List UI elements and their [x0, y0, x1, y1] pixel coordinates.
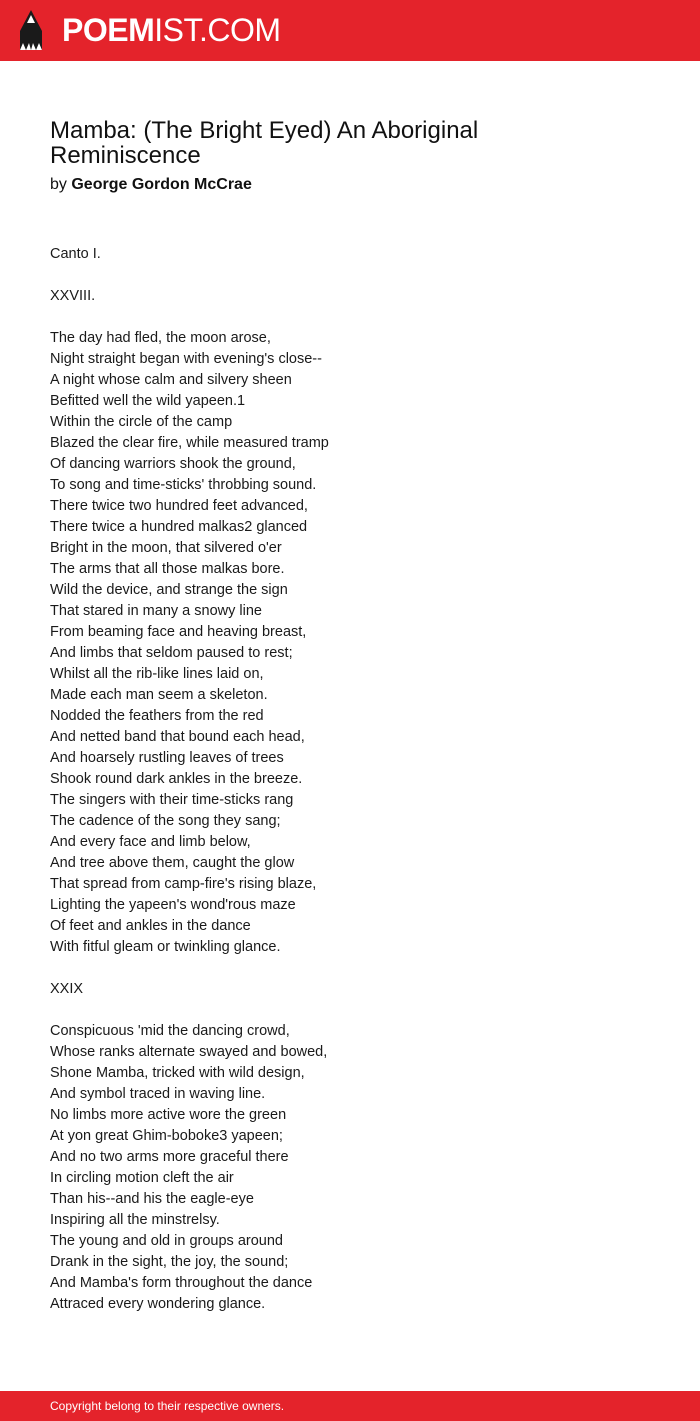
by-label: by — [50, 176, 67, 193]
poem-line: Canto I. — [50, 246, 101, 262]
poem-line: At yon great Ghim-boboke3 yapeen; — [50, 1128, 283, 1144]
brand-light: IST.COM — [154, 12, 281, 48]
poem-line: And no two arms more graceful there — [50, 1149, 289, 1165]
poem-line: Drank in the sight, the joy, the sound; — [50, 1254, 289, 1270]
poem-line: In circling motion cleft the air — [50, 1170, 234, 1186]
poem-line: The day had fled, the moon arose, — [50, 330, 271, 346]
poem-line: Blazed the clear fire, while measured tramp — [50, 435, 329, 451]
poem-line: Of dancing warriors shook the ground, — [50, 456, 296, 472]
poem-line: Nodded the feathers from the red — [50, 708, 264, 724]
poem-line: Whose ranks alternate swayed and bowed, — [50, 1044, 328, 1060]
poem-line: Wild the device, and strange the sign — [50, 582, 288, 598]
poem-header — [50, 118, 650, 195]
poem-line: Inspiring all the minstrelsy. — [50, 1212, 220, 1228]
poem-line: Lighting the yapeen's wond'rous maze — [50, 897, 296, 913]
poem-line: Than his--and his the eagle-eye — [50, 1191, 254, 1207]
poem-line: And hoarsely rustling leaves of trees — [50, 750, 284, 766]
poem-line: The arms that all those malkas bore. — [50, 561, 285, 577]
poem-line: That spread from camp-fire's rising blaze, — [50, 876, 317, 892]
poem-line: The singers with their time-sticks rang — [50, 792, 294, 808]
page-title: Mamba: (The Bright Eyed) An Aboriginal Reminiscence — [50, 117, 479, 169]
site-header — [0, 0, 700, 61]
poem-line: Shook round dark ankles in the breeze. — [50, 771, 303, 787]
poem-line: The cadence of the song they sang; — [50, 813, 281, 829]
poem-line: No limbs more active wore the green — [50, 1107, 287, 1123]
poem-line: And netted band that bound each head, — [50, 729, 305, 745]
poem-line: The young and old in groups around — [50, 1233, 283, 1249]
poem-line: Night straight began with evening's close-- — [50, 351, 322, 367]
site-footer — [0, 1391, 700, 1421]
pencil-tip-icon[interactable] — [18, 9, 44, 51]
poem-line: Whilst all the rib-like lines laid on, — [50, 666, 264, 682]
poem-line: XXIX — [50, 981, 84, 997]
poem-line: There twice two hundred feet advanced, — [50, 498, 308, 514]
poem-line: Befitted well the wild yapeen.1 — [50, 393, 246, 409]
stanza-break — [50, 265, 650, 286]
poem-line: A night whose calm and silvery sheen — [50, 372, 292, 388]
poem-line: Within the circle of the camp — [50, 414, 233, 430]
stanza-break — [50, 958, 650, 979]
author-name: George Gordon McCrae — [71, 176, 252, 193]
poem-line: Shone Mamba, tricked with wild design, — [50, 1065, 305, 1081]
poem-line: Made each man seem a skeleton. — [50, 687, 268, 703]
poem-line: And Mamba's form throughout the dance — [50, 1275, 313, 1291]
poem-line: That stared in many a snowy line — [50, 603, 262, 619]
byline — [50, 175, 650, 195]
copyright-text: Copyright belong to their respective owners. — [50, 1399, 285, 1413]
poem-line: To song and time-sticks' throbbing sound. — [50, 477, 317, 493]
poem-line: And every face and limb below, — [50, 834, 251, 850]
poem-line: And symbol traced in waving line. — [50, 1086, 266, 1102]
poem-line: Of feet and ankles in the dance — [50, 918, 251, 934]
site-logo[interactable] — [62, 11, 281, 49]
stanza-break — [50, 307, 650, 328]
poem-line: From beaming face and heaving breast, — [50, 624, 307, 640]
poem-body — [50, 244, 650, 1315]
poem-line: With fitful gleam or twinkling glance. — [50, 939, 281, 955]
poem-line: There twice a hundred malkas2 glanced — [50, 519, 308, 535]
poem-line: And limbs that seldom paused to rest; — [50, 645, 293, 661]
poem-line: Attraced every wondering glance. — [50, 1296, 266, 1312]
poem-line: And tree above them, caught the glow — [50, 855, 295, 871]
brand-bold: POEM — [62, 12, 155, 48]
stanza-break — [50, 1000, 650, 1021]
poem-line: XXVIII. — [50, 288, 96, 304]
poem-line: Conspicuous 'mid the dancing crowd, — [50, 1023, 290, 1039]
poem-line: Bright in the moon, that silvered o'er — [50, 540, 282, 556]
